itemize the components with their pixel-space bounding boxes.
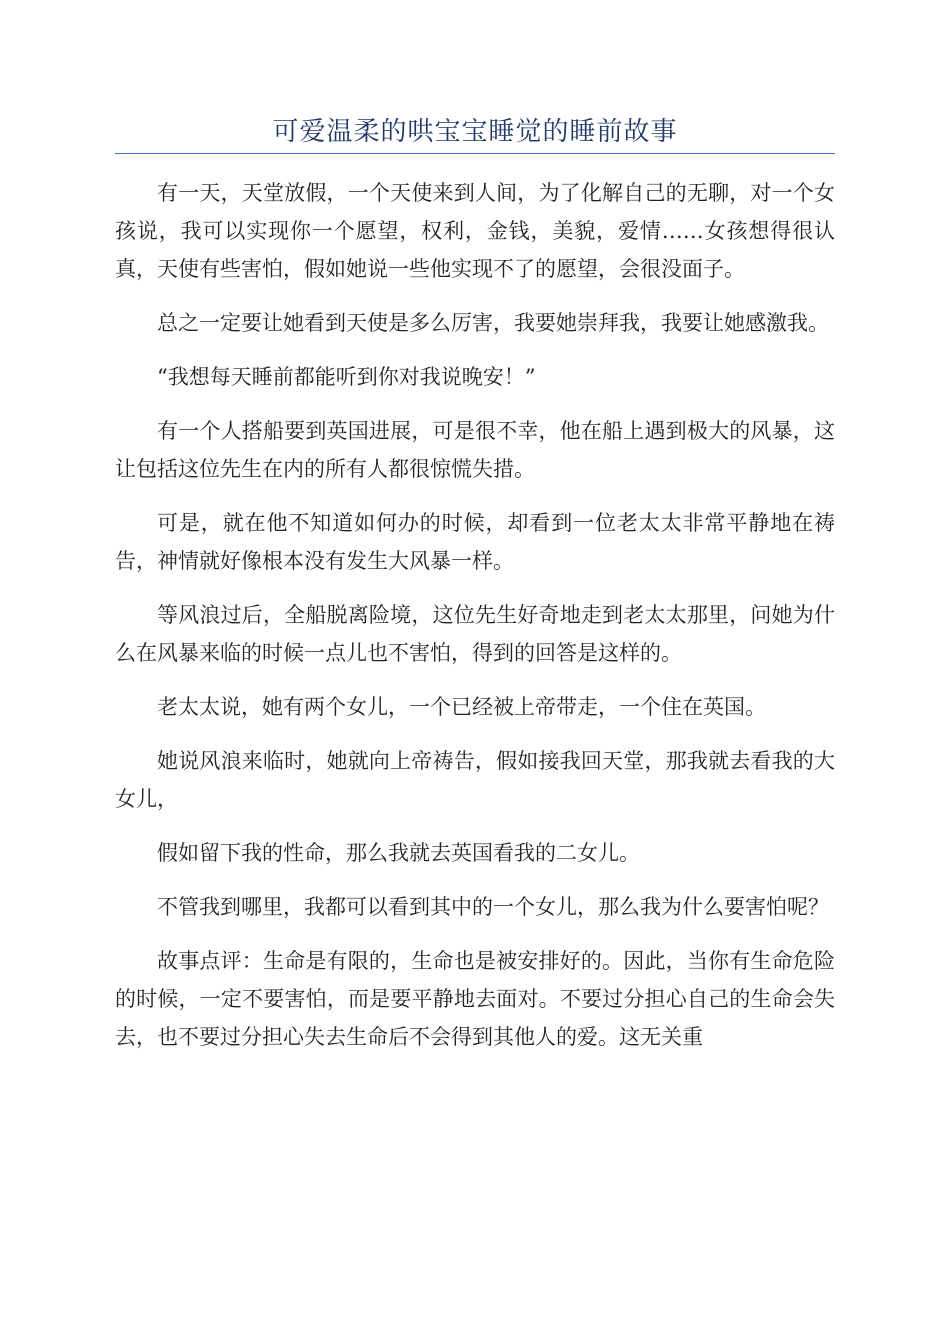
document-body xyxy=(115,174,835,1174)
paragraph: 老太太说，她有两个女儿，一个已经被上帝带走，一个住在英国。 xyxy=(157,695,766,719)
title-underline xyxy=(115,153,835,154)
paragraph: 有一天，天堂放假，一个天使来到人间，为了化解自己的无聊，对一个女孩说，我可以实现你一个愿望，权利，金钱，美貌，爱情……女孩想得很认真，天使有些害怕，假如她说一些他实现不了的愿望，会很没面子。 xyxy=(115,181,835,281)
document-title: 可爱温柔的哄宝宝睡觉的睡前故事 xyxy=(272,117,678,147)
paragraph: 故事点评：生命是有限的，生命也是被安排好的。因此，当你有生命危险的时候，一定不要害怕，而是要平静地去面对。不要过分担心自己的生命会失去，也不要过分担心失去生命后不会得到其他人的爱。这无关重 xyxy=(115,949,835,1049)
paragraph: 假如留下我的性命，那么我就去英国看我的二女儿。 xyxy=(157,841,640,865)
paragraph: 有一个人搭船要到英国进展，可是很不幸，他在船上遇到极大的风暴，这让包括这位先生在内的所有人都很惊慌失措。 xyxy=(115,419,835,481)
paragraph: 总之一定要让她看到天使是多么厉害，我要她崇拜我，我要让她感激我。 xyxy=(157,311,829,335)
paragraph: 她说风浪来临时，她就向上帝祷告，假如接我回天堂，那我就去看我的大女儿， xyxy=(115,749,835,811)
paragraph: 不管我到哪里，我都可以看到其中的一个女儿，那么我为什么要害怕呢？ xyxy=(157,895,829,919)
paragraph: “我想每天睡前都能听到你对我说晚安！” xyxy=(157,365,536,389)
paragraph: 等风浪过后，全船脱离险境，这位先生好奇地走到老太太那里，问她为什么在风暴来临的时候一点儿也不害怕，得到的回答是这样的。 xyxy=(115,603,835,665)
paragraph: 可是，就在他不知道如何办的时候，却看到一位老太太非常平静地在祷告，神情就好像根本没有发生大风暴一样。 xyxy=(115,511,835,573)
